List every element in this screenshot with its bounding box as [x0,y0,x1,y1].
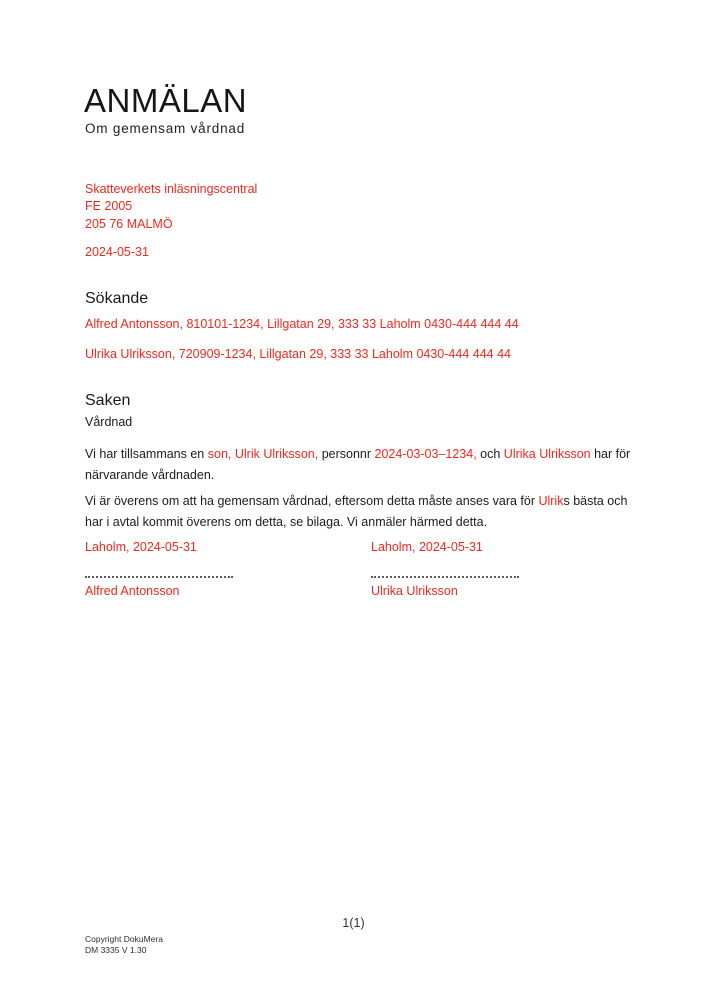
highlight-child-personnr: 2024-03-03–1234, [374,447,477,461]
page-number: 1(1) [342,916,365,930]
highlight-child-relation: son, [207,447,232,461]
document-footer [85,934,163,956]
paragraph-text: och [476,447,504,461]
matter-subject: Vårdnad [85,415,133,429]
paragraph-text: har för närvarande vårdnaden. [85,447,631,482]
matter-heading: Saken [85,392,131,409]
recipient-address-block [85,181,257,233]
signature-block-left [85,540,345,598]
recipient-line-3: 205 76 MALMÖ [85,216,173,231]
signature-line [85,576,233,578]
body-paragraph-agreement [85,491,634,532]
applicants-heading: Sökande [85,290,149,307]
applicant-row: Alfred Antonsson, 810101-1234, Lillgatan 29, 333 33 Laholm 0430-444 444 44 [85,317,519,331]
page-title: ANMÄLAN [84,82,248,119]
signature-line [371,576,519,578]
signature-place-date: Laholm, 2024-05-31 [371,540,483,554]
page-subtitle: Om gemensam vårdnad [85,121,246,136]
signature-block-right [371,540,631,598]
footer-copyright: Copyright DokuMera [85,934,163,944]
signature-name: Alfred Antonsson [85,584,180,598]
paragraph-text: Vi har tillsammans en [85,447,208,461]
signature-place-date: Laholm, 2024-05-31 [85,540,197,554]
paragraph-text: Vi är överens om att ha gemensam vårdnad, eftersom detta måste anses vara för [85,494,539,508]
applicant-row: Ulrika Ulriksson, 720909-1234, Lillgatan 29, 333 33 Laholm 0430-444 444 44 [85,347,511,361]
document-date: 2024-05-31 [85,245,149,259]
recipient-line-2: FE 2005 [85,199,133,214]
paragraph-text: personnr [318,447,375,461]
body-paragraph-custody [85,444,634,485]
highlight-child-firstname: Ulrik [538,494,564,508]
highlight-child-name: Ulrik Ulriksson, [234,447,319,461]
paragraph-text: s bästa och har i avtal kommit överens om detta, se bilaga. Vi anmäler härmed detta. [85,494,628,529]
footer-doc-id: DM 3335 V 1.30 [85,945,147,955]
signature-name: Ulrika Ulriksson [371,584,458,598]
recipient-line-1: Skatteverkets inläsningscentral [85,182,258,196]
highlight-current-guardian: Ulrika Ulriksson [503,447,591,461]
